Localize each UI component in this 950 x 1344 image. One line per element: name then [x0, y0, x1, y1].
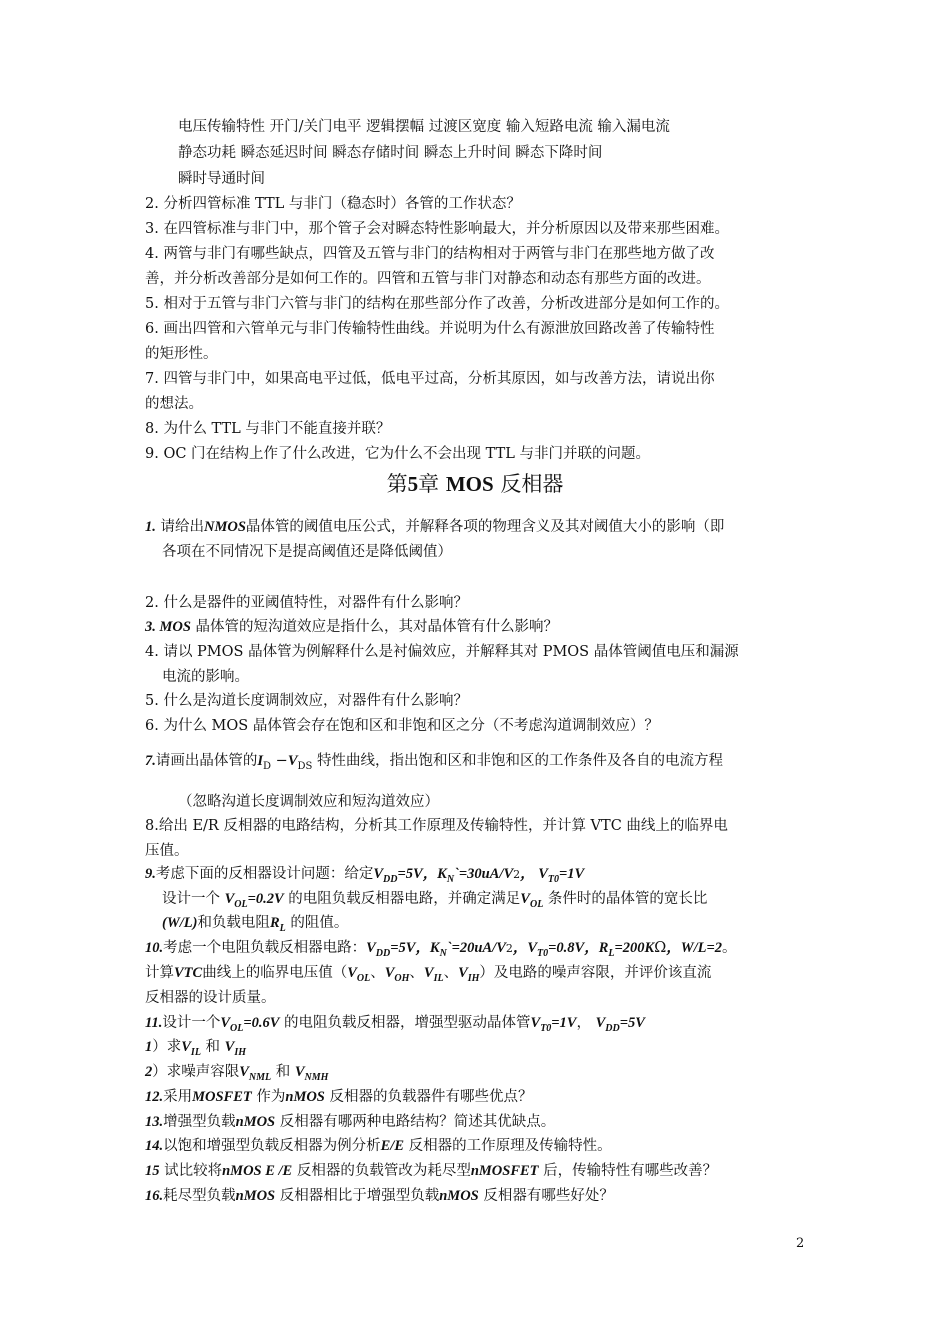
q12-num: 12.: [145, 1089, 164, 1105]
question-7-ttl-line-1: 7. 四管与非门中，如果高电平过低，低电平过高，分析其原因，如与改善方法，请说出你: [145, 371, 715, 387]
q10-l2-b: 曲线上的临界电压值（: [202, 965, 348, 981]
q14-a: 以饱和增强型负载反相器为例分析: [163, 1138, 381, 1154]
q10-rl-val: =200K: [614, 940, 655, 956]
q9-vol2-sub: OL: [529, 899, 544, 910]
question-8-mos-line-2: 压值。: [145, 843, 189, 859]
q9-wl: (W/L): [162, 915, 198, 931]
question-2-ttl: 2. 分析四管标准 TTL 与非门（稳态时）各管的工作状态？: [145, 196, 521, 212]
q10-vt-sub: T0: [537, 948, 549, 959]
question-1-mos-line-1: [145, 517, 830, 537]
q16-c: 反相器相比于增强型负载: [275, 1188, 440, 1204]
q13-num: 13.: [145, 1114, 164, 1130]
q15-d: 后，传输特性有哪些改善？: [538, 1163, 718, 1179]
q10-text-a: 考虑一个电阻负载反相器电路：: [163, 940, 367, 956]
q10-vdd-sub: DD: [375, 948, 391, 959]
q10-vt-val: =0.8V: [548, 940, 585, 956]
q12-a: 采用: [163, 1089, 193, 1105]
q11-s2-vnmh: V: [294, 1064, 305, 1080]
q10-vih: V: [458, 965, 468, 981]
q9-vdd-sub: DD: [383, 874, 398, 885]
q10-voh-sub: OH: [394, 973, 410, 984]
q9-vt-sub: T0: [547, 874, 560, 885]
q10-vdd-val: =5V: [390, 940, 416, 956]
q9-vdd: V: [373, 866, 384, 882]
q11-s1-a: ）求: [152, 1039, 182, 1055]
question-6-ttl-line-2: 的矩形性。: [145, 346, 218, 362]
q10-kn: ，K: [415, 940, 440, 956]
q11-s1-and: 和: [200, 1039, 225, 1055]
q3-text: 晶体管的短沟道效应是指什么，其对晶体管有什么影响？: [190, 619, 559, 635]
q11-text-a: 设计一个: [162, 1015, 221, 1031]
q9-l3-c: 的阻值。: [285, 915, 349, 931]
question-4-mos-line-1: 4. 请以 PMOS 晶体管为例解释什么是衬偏效应，并解释其对 PMOS 晶体管阈值电压和漏源: [145, 644, 739, 660]
q11-s2-and: 和: [271, 1064, 295, 1080]
q7-text-b: 特性曲线，指出饱和区和非饱和区的工作条件及各自的电流方程: [312, 753, 723, 769]
q10-vdd: V: [366, 940, 376, 956]
q9-vol: V: [224, 891, 235, 907]
q15-nmos-ee: nMOS E /E: [222, 1163, 293, 1179]
question-9-ttl: 9. OC 门在结构上作了什么改进，它为什么不会出现 TTL 与非门并联的问题。: [145, 446, 650, 462]
q9-kn: ，K: [422, 866, 447, 882]
question-3-mos: [145, 617, 830, 637]
q11-s1-vih: V: [224, 1039, 235, 1055]
question-11-mos-line-1: [145, 1013, 830, 1039]
question-7-mos-line-2: （忽略沟道长度调制效应和短沟道效应）: [178, 794, 439, 810]
q1-num: 1.: [145, 519, 156, 535]
question-1-mos-line-2: 各项在不同情况下是提高阈值还是降低阈值）: [162, 544, 452, 560]
question-4-mos-line-2: 电流的影响。: [162, 669, 249, 685]
q10-voh: V: [384, 965, 395, 981]
params-line-2: 静态功耗 瞬态延迟时间 瞬态存储时间 瞬态上升时间 瞬态下降时间: [178, 145, 603, 161]
q16-nmos-1: nMOS: [235, 1188, 276, 1204]
chapter-number: 5: [407, 472, 419, 496]
q10-vil: V: [423, 965, 434, 981]
q10-sep-2: 、: [409, 965, 424, 981]
question-2-mos: 2. 什么是器件的亚阈值特性，对器件有什么影响？: [145, 595, 468, 611]
q16-nmos-2: nMOS: [439, 1188, 479, 1204]
q11-s2-a: ）求噪声容限: [152, 1064, 240, 1080]
q9-num: 9.: [145, 866, 156, 882]
q1-nmos: NMOS: [203, 519, 246, 535]
q15-c: 反相器的负载管改为耗尽型: [292, 1163, 471, 1179]
q13-nmos: nMOS: [235, 1114, 276, 1130]
question-10-mos-line-3: 反相器的设计质量。: [145, 990, 276, 1006]
question-8-mos-line-1: 8.给出 E/R 反相器的电路结构，分析其工作原理及传输特性，并计算 VTC 曲线上的临界电: [145, 818, 728, 834]
question-5-ttl: 5. 相对于五管与非门六管与非门的结构在那些部分作了改善，分析改进部分是如何工作的。: [145, 296, 729, 312]
question-10-mos-line-2: [145, 963, 830, 989]
q12-mosfet: MOSFET: [192, 1089, 252, 1105]
q10-kn-exp: 2: [505, 942, 513, 955]
q13-a: 增强型负载: [163, 1114, 236, 1130]
q11-text-b: 的电阻负载反相器，增强型驱动晶体管: [279, 1015, 531, 1031]
question-9-mos-line-3: [162, 913, 830, 939]
q7-dash: −: [271, 753, 288, 769]
q10-vt: ，V: [512, 940, 538, 956]
q3-num: 3. MOS: [145, 619, 191, 635]
q10-rl-sub: L: [608, 948, 615, 959]
q11-s1-vil-sub: IL: [190, 1047, 201, 1058]
q9-vt-val: =1V: [559, 866, 585, 882]
q10-kn-val: `=20uA/V: [446, 940, 506, 956]
q7-vds-sub: DS: [297, 761, 313, 772]
q9-rl-sub: L: [279, 923, 286, 934]
q12-c: 作为: [251, 1089, 286, 1105]
chapter-title-mos: MOS: [445, 472, 494, 496]
q15-a: 试比较将: [159, 1163, 223, 1179]
chapter-title-prefix: 第: [386, 472, 408, 496]
q11-s2-num: 2: [145, 1064, 153, 1080]
q10-vih-sub: IH: [467, 973, 480, 984]
q9-rl: R: [269, 915, 280, 931]
q9-vdd-val: =5V: [397, 866, 423, 882]
q11-text-c: ，: [576, 1015, 596, 1031]
q7-text-a: 请画出晶体管的: [155, 753, 258, 769]
q9-l2-b: 的电阻负载反相器电路，并确定满足: [283, 891, 521, 907]
q11-vt-sub: T0: [540, 1023, 552, 1034]
q11-s1-vil: V: [181, 1039, 191, 1055]
q9-vol-sub: OL: [234, 899, 248, 910]
q11-vol-sub: OL: [230, 1023, 244, 1034]
question-10-mos-line-1: [145, 938, 830, 964]
q10-rl: ，R: [584, 940, 609, 956]
question-6-mos: 6. 为什么 MOS 晶体管会存在饱和区和非饱和区之分（不考虑沟道调制效应）？: [145, 718, 659, 734]
q14-num: 14.: [145, 1138, 164, 1154]
q9-l2-c: 条件时的晶体管的宽长比: [543, 891, 708, 907]
q11-vdd-sub: DD: [605, 1023, 620, 1034]
q9-l3-b: 和负载电阻: [197, 915, 270, 931]
q11-vol-val: =0.6V: [243, 1015, 280, 1031]
question-4-ttl-line-2: 善，并分析改善部分是如何工作的。四管和五管与非门对静态和动态有那些方面的改进。: [145, 271, 711, 287]
q10-vol-sub: OL: [356, 973, 371, 984]
q11-vdd-val: =5V: [619, 1015, 645, 1031]
question-8-ttl: 8. 为什么 TTL 与非门不能直接并联？: [145, 421, 391, 437]
chapter-title: [0, 470, 950, 498]
q11-s2-vnml: V: [239, 1064, 249, 1080]
q11-vol: V: [220, 1015, 230, 1031]
page-number: 2: [796, 1236, 805, 1251]
q10-num: 10.: [145, 940, 164, 956]
params-line-3: 瞬时导通时间: [178, 171, 265, 187]
q10-vtc: VTC: [174, 965, 203, 981]
question-16-mos: [145, 1186, 830, 1206]
question-4-ttl-line-1: 4. 两管与非门有哪些缺点，四管及五管与非门的结构相对于两管与非门在那些地方做了改: [145, 246, 715, 262]
q15-nmosfet: nMOSFET: [470, 1163, 539, 1179]
question-9-mos-line-1: [145, 864, 830, 890]
question-5-mos: 5. 什么是沟道长度调制效应，对器件有什么影响？: [145, 693, 468, 709]
q10-ohm: Ω: [654, 940, 667, 956]
q16-d: 反相器有哪些好处？: [478, 1188, 614, 1204]
question-7-mos-line-1: [145, 751, 830, 777]
q11-s2-vnml-sub: NML: [248, 1072, 272, 1083]
q14-c: 反相器的工作原理及传输特性。: [404, 1138, 612, 1154]
question-6-ttl-line-1: 6. 画出四管和六管单元与非门传输特性曲线。并说明为什么有源泄放回路改善了传输特性: [145, 321, 715, 337]
q16-a: 耗尽型负载: [163, 1188, 236, 1204]
q9-l2-a: 设计一个: [162, 891, 225, 907]
q10-l2-c: ）及电路的噪声容限，并评价该直流: [479, 965, 712, 981]
q10-sep-1: 、: [370, 965, 385, 981]
question-3-ttl: 3. 在四管标准与非门中，那个管子会对瞬态特性影响最大，并分析原因以及带来那些困难。: [145, 221, 729, 237]
q9-vol-val: =0.2V: [247, 891, 284, 907]
q7-num: 7.: [145, 753, 156, 769]
q9-vt: ， V: [520, 866, 548, 882]
q16-num: 16.: [145, 1188, 164, 1204]
question-11-sub-2: [145, 1062, 830, 1088]
question-9-mos-line-2: [162, 889, 830, 915]
q9-text-a: 考虑下面的反相器设计问题：给定: [155, 866, 374, 882]
q13-c: 反相器有哪两种电路结构？简述其优缺点。: [275, 1114, 556, 1130]
q11-vdd: V: [595, 1015, 606, 1031]
q12-nmos: nMOS: [285, 1089, 325, 1105]
q11-vt-val: =1V: [551, 1015, 577, 1031]
q1-text-b: 晶体管的阈值电压公式，并解释各项的物理含义及其对阈值大小的影响（即: [245, 519, 725, 535]
q14-ee: E/E: [380, 1138, 404, 1154]
q7-id-sub: D: [263, 761, 272, 772]
q11-num: 11.: [145, 1015, 163, 1031]
question-14-mos: [145, 1136, 830, 1156]
q11-s2-vnmh-sub: NMH: [304, 1072, 329, 1083]
q9-kn-exp: 2: [513, 868, 521, 881]
q12-d: 反相器的负载器件有哪些优点？: [324, 1089, 533, 1105]
question-13-mos: [145, 1112, 830, 1132]
q9-vol2: V: [520, 891, 530, 907]
q10-vil-sub: IL: [433, 973, 444, 984]
params-line-1: 电压传输特性 开门/关门电平 逻辑摆幅 过渡区宽度 输入短路电流 输入漏电流: [178, 119, 670, 135]
question-12-mos: [145, 1087, 830, 1107]
q10-l2-a: 计算: [145, 965, 174, 981]
q10-end: 。: [722, 940, 737, 956]
question-7-ttl-line-2: 的想法。: [145, 396, 203, 412]
q15-num: 15: [145, 1163, 160, 1179]
q9-kn-sub: N: [446, 874, 455, 885]
q11-s1-num: 1: [145, 1039, 153, 1055]
q10-vol: V: [347, 965, 357, 981]
q10-wl: ，W/L=2: [666, 940, 723, 956]
q11-vt: V: [530, 1015, 541, 1031]
question-15-mos: [145, 1161, 830, 1181]
q10-sep-3: 、: [443, 965, 459, 981]
question-11-sub-1: [145, 1037, 830, 1063]
q7-vds: V: [287, 753, 298, 769]
q1-text-a: 请给出: [155, 519, 204, 535]
chapter-title-suffix: 反相器: [500, 472, 564, 496]
q7-id: I: [257, 753, 264, 769]
chapter-title-mid: 章: [418, 472, 440, 496]
q9-kn-val: `=30uA/V: [454, 866, 514, 882]
q10-kn-sub: N: [439, 948, 447, 959]
q11-s1-vih-sub: IH: [234, 1047, 246, 1058]
